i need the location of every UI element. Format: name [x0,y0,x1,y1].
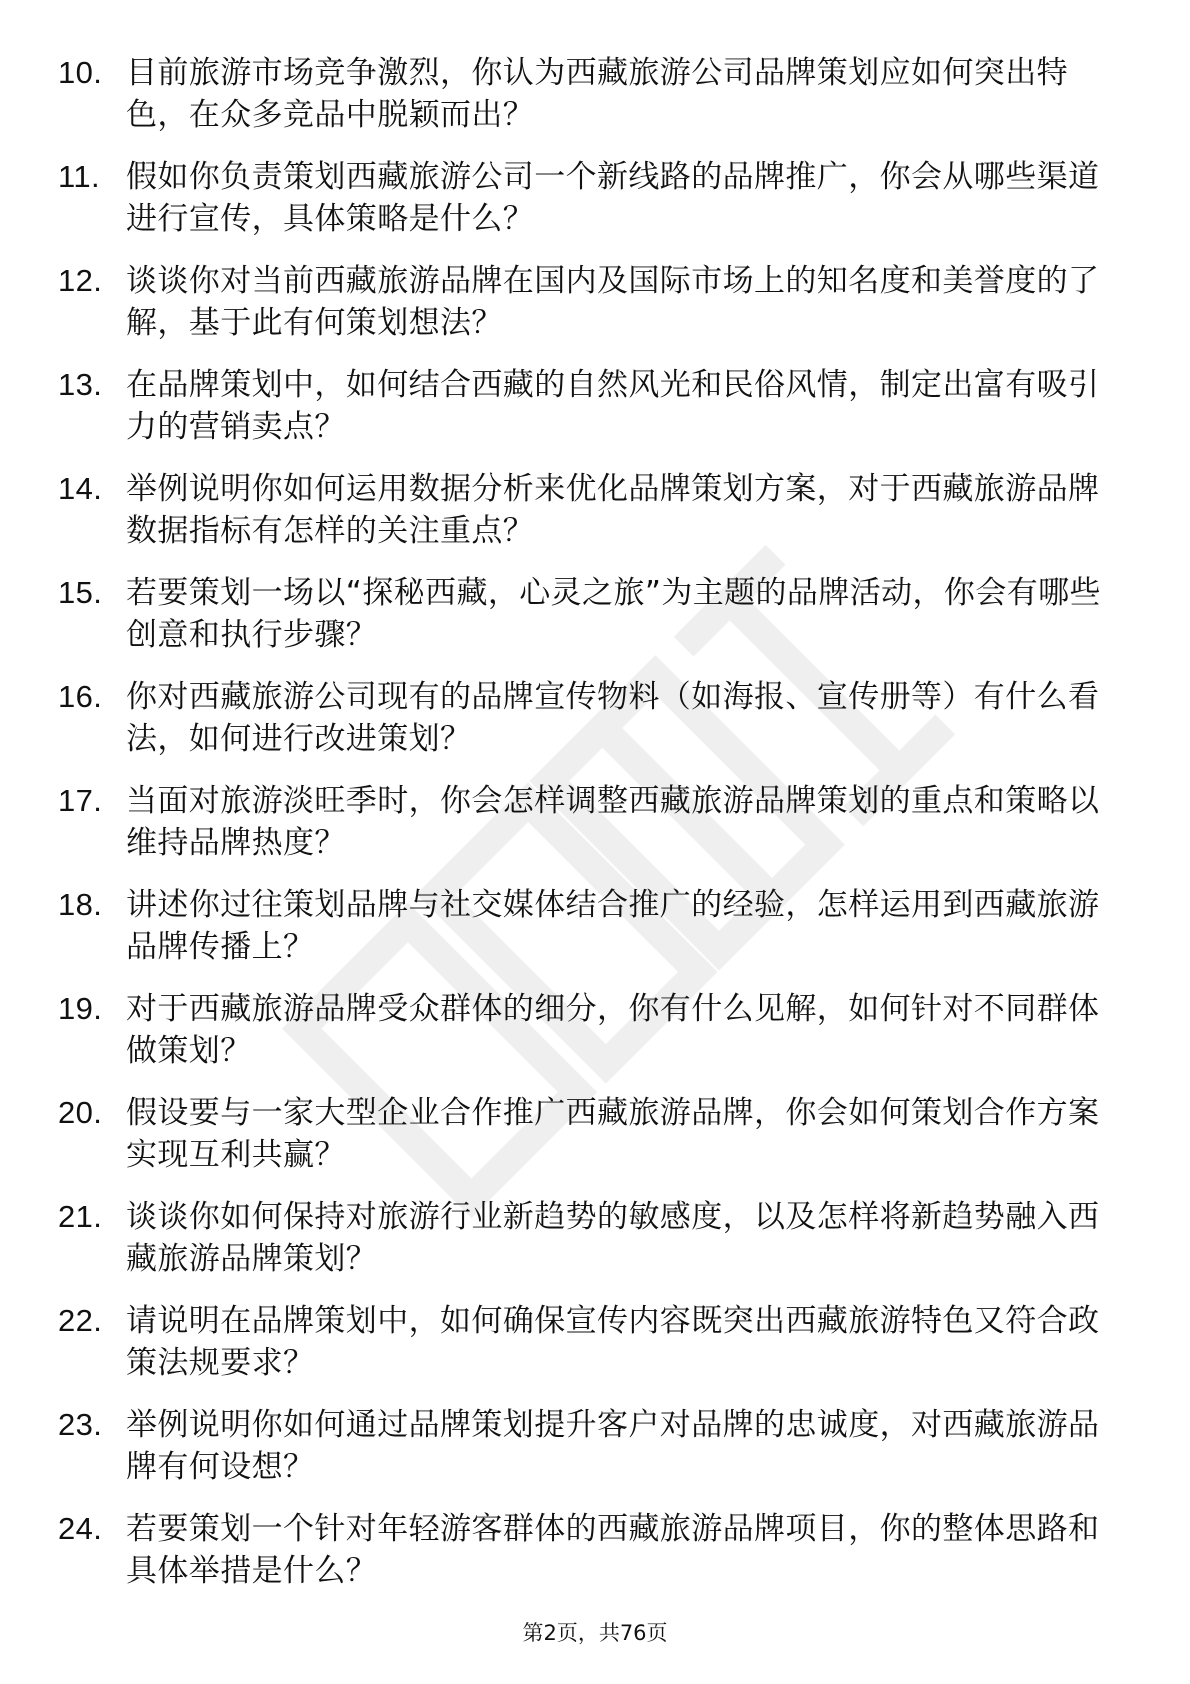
question-number: 23. [58,1407,103,1442]
question-number: 22. [58,1303,103,1338]
question-number: 20. [58,1095,103,1130]
question-text: 对于西藏旅游品牌受众群体的细分，你有什么见解，如何针对不同群体做策划？ [126,991,1100,1069]
question-text: 当面对旅游淡旺季时，你会怎样调整西藏旅游品牌策划的重点和策略以维持品牌热度？ [126,783,1100,861]
list-item [58,780,1118,864]
list-item [58,364,1118,448]
list-item [58,260,1118,344]
question-number: 14. [58,471,103,506]
question-number: 19. [58,991,103,1026]
question-text: 在品牌策划中，如何结合西藏的自然风光和民俗风情，制定出富有吸引力的营销卖点？ [126,367,1100,445]
question-list [58,52,1118,1612]
question-text: 谈谈你对当前西藏旅游品牌在国内及国际市场上的知名度和美誉度的了解，基于此有何策划想法？ [126,263,1100,341]
question-number: 11. [58,159,100,194]
question-text: 若要策划一场以“探秘西藏，心灵之旅”为主题的品牌活动，你会有哪些创意和执行步骤？ [126,575,1101,653]
question-text: 讲述你过往策划品牌与社交媒体结合推广的经验，怎样运用到西藏旅游品牌传播上？ [126,887,1100,965]
list-item [58,1404,1118,1488]
question-text: 目前旅游市场竞争激烈，你认为西藏旅游公司品牌策划应如何突出特色，在众多竞品中脱颖而出？ [126,55,1068,133]
list-item [58,1508,1118,1592]
list-item [58,468,1118,552]
list-item [58,676,1118,760]
question-number: 17. [58,783,103,818]
question-text: 假如你负责策划西藏旅游公司一个新线路的品牌推广，你会从哪些渠道进行宣传，具体策略是什么？ [126,159,1100,237]
question-number: 13. [58,367,103,402]
list-item [58,988,1118,1072]
question-text: 你对西藏旅游公司现有的品牌宣传物料（如海报、宣传册等）有什么看法，如何进行改进策划？ [126,679,1100,757]
question-number: 16. [58,679,103,714]
question-number: 18. [58,887,103,922]
question-number: 15. [58,575,103,610]
list-item [58,572,1118,656]
list-item [58,1196,1118,1280]
question-number: 10. [58,55,103,90]
list-item [58,1300,1118,1384]
question-text: 举例说明你如何通过品牌策划提升客户对品牌的忠诚度，对西藏旅游品牌有何设想？ [126,1407,1100,1485]
question-number: 24. [58,1511,103,1546]
question-number: 21. [58,1199,103,1234]
question-text: 举例说明你如何运用数据分析来优化品牌策划方案，对于西藏旅游品牌数据指标有怎样的关注重点？ [126,471,1100,549]
question-text: 假设要与一家大型企业合作推广西藏旅游品牌，你会如何策划合作方案实现互利共赢？ [126,1095,1100,1173]
question-text: 请说明在品牌策划中，如何确保宣传内容既突出西藏旅游特色又符合政策法规要求？ [126,1303,1100,1381]
question-text: 谈谈你如何保持对旅游行业新趋势的敏感度，以及怎样将新趋势融入西藏旅游品牌策划？ [126,1199,1100,1277]
question-number: 12. [58,263,103,298]
list-item [58,52,1118,136]
page-footer: 第2页，共76页 [522,1621,668,1645]
list-item [58,156,1118,240]
list-item [58,884,1118,968]
question-text: 若要策划一个针对年轻游客群体的西藏旅游品牌项目，你的整体思路和具体举措是什么？ [126,1511,1100,1589]
list-item [58,1092,1118,1176]
